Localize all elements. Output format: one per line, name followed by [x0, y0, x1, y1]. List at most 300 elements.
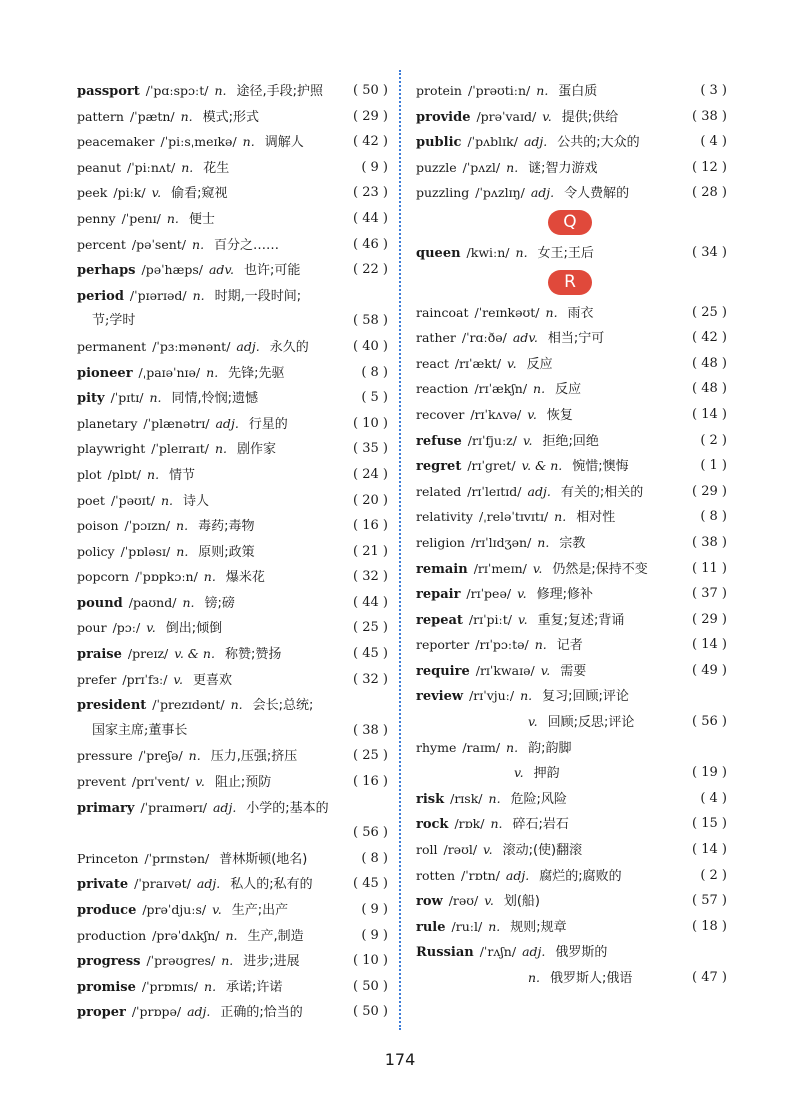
- definition: 花生: [203, 160, 230, 176]
- dictionary-entry: [416, 632, 727, 658]
- part-of-speech: n.: [225, 927, 238, 943]
- dictionary-entry: [77, 948, 388, 974]
- part-of-speech: n.: [545, 304, 558, 320]
- phonetic: /preɪz/: [127, 646, 169, 662]
- part-of-speech: n.: [182, 594, 195, 610]
- dictionary-entry: [416, 376, 727, 402]
- dictionary-entry: [416, 104, 727, 130]
- entry-line: [416, 104, 727, 131]
- page-reference: ( 50 ): [353, 1004, 388, 1020]
- definition: 碎石;岩石: [512, 817, 569, 833]
- definition: 生产,制造: [247, 928, 304, 944]
- part-of-speech: n.: [214, 441, 227, 457]
- definition: 蛋白质: [558, 84, 598, 99]
- definition: 生产;出产: [231, 903, 289, 918]
- right-column: [416, 78, 727, 991]
- definition: 承诺;许诺: [226, 979, 283, 995]
- definition: 阻止;预防: [214, 775, 272, 791]
- headword: react: [416, 355, 449, 371]
- entry-line: [77, 667, 388, 694]
- page-reference: ( 2 ): [700, 432, 727, 448]
- definition: 镑;磅: [204, 595, 235, 611]
- entry-line: [77, 948, 388, 975]
- entry-line: [416, 180, 727, 207]
- dictionary-entry: [416, 180, 727, 206]
- phonetic: /ˈpɪərɪəd/: [129, 287, 187, 303]
- phonetic: /rɪˈvjuː/: [469, 688, 515, 704]
- headword: pour: [77, 620, 107, 636]
- definition: 回顾;反思;评论: [547, 715, 635, 731]
- entry-line: [77, 795, 388, 822]
- dictionary-entry: [77, 283, 388, 334]
- definition: 复习;回顾;评论: [542, 689, 629, 705]
- part-of-speech: n.: [204, 978, 217, 994]
- part-of-speech: v.: [484, 893, 494, 909]
- definition: 剧作家: [237, 442, 277, 458]
- phonetic: /pɔː/: [112, 620, 141, 636]
- dictionary-entry: [416, 683, 727, 734]
- dictionary-entry: [77, 488, 388, 514]
- headword: provide: [416, 109, 471, 125]
- part-of-speech: adj.: [215, 415, 239, 431]
- entries-p-group: [416, 78, 727, 206]
- definition: 进步;进展: [243, 954, 300, 970]
- phonetic: /prɪˈfɜː/: [122, 671, 168, 687]
- headword: rock: [416, 817, 449, 833]
- page-reference: ( 28 ): [692, 185, 727, 201]
- dictionary-entry: [416, 837, 727, 863]
- page-reference: ( 16 ): [353, 518, 388, 534]
- part-of-speech: n.: [149, 390, 162, 406]
- phonetic: /piːk/: [113, 185, 146, 201]
- headword: passport: [77, 84, 140, 99]
- entries-q-group: [416, 240, 727, 266]
- definition: 更喜欢: [192, 672, 232, 688]
- dictionary-entry: [77, 795, 388, 846]
- letter-q-badge: Q: [548, 210, 592, 235]
- definition: 韵;韵脚: [528, 740, 572, 756]
- part-of-speech: n.: [490, 816, 503, 832]
- dictionary-entry: [77, 257, 388, 283]
- column-divider: [399, 70, 401, 1030]
- entry-line: [416, 155, 727, 182]
- phonetic: /rɪsk/: [450, 790, 483, 806]
- part-of-speech: n.: [230, 697, 243, 713]
- definition: 反应: [555, 382, 582, 398]
- dictionary-entry: [77, 615, 388, 641]
- entry-line: [416, 581, 727, 608]
- entry-line: [416, 556, 727, 583]
- phonetic: /ˈprɪnstən/: [144, 850, 210, 866]
- phonetic: /ˈpɒpkɔːn/: [135, 569, 198, 585]
- phonetic: /ˈprezɪdənt/: [152, 697, 225, 713]
- phonetic: /rəʊl/: [443, 842, 478, 858]
- page-reference: ( 44 ): [353, 594, 388, 610]
- definition: 时期,一段时间;: [214, 288, 302, 304]
- headword: reporter: [416, 637, 470, 653]
- part-of-speech: adj.: [523, 134, 548, 150]
- definition: 称赞;赞扬: [224, 647, 282, 663]
- headword: rather: [416, 330, 456, 346]
- definition: 谜;智力游戏: [528, 160, 598, 176]
- definition: 令人费解的: [564, 186, 630, 202]
- dictionary-entry: [416, 428, 727, 454]
- dictionary-entry: [416, 402, 727, 428]
- dictionary-entry: [77, 974, 388, 1000]
- entry-line: [416, 402, 727, 429]
- entry-line: [77, 513, 388, 540]
- dictionary-entry: [77, 897, 388, 923]
- definition: 先锋;先驱: [228, 365, 285, 381]
- dictionary-entry: [416, 351, 727, 377]
- page-reference: ( 44 ): [353, 210, 388, 226]
- page-reference: ( 38 ): [692, 108, 727, 124]
- entry-line: [77, 155, 388, 182]
- headword: private: [77, 877, 129, 893]
- page-reference: ( 20 ): [353, 492, 388, 508]
- headword: poison: [77, 518, 119, 534]
- part-of-speech: n.: [506, 159, 519, 175]
- page-reference: ( 10 ): [353, 415, 388, 431]
- headword: praise: [77, 647, 122, 663]
- definition: 腐烂的;腐败的: [539, 868, 622, 884]
- phonetic: /ˈpɜːmənənt/: [152, 338, 231, 354]
- part-of-speech: n.: [181, 159, 194, 175]
- dictionary-entry: [416, 479, 727, 505]
- entry-line: [77, 129, 388, 156]
- entry-line: [416, 658, 727, 685]
- dictionary-entry: [77, 180, 388, 206]
- headword: require: [416, 663, 470, 679]
- headword: promise: [77, 979, 136, 995]
- part-of-speech: adv.: [512, 330, 538, 346]
- dictionary-entry: [77, 641, 388, 667]
- dictionary-entry: [77, 846, 388, 872]
- entry-line: [77, 78, 388, 105]
- part-of-speech: n.: [147, 466, 160, 482]
- headword: Princeton: [77, 850, 139, 866]
- entry-line: [416, 683, 727, 710]
- page-reference: ( 9 ): [361, 159, 388, 175]
- phonetic: /ˈpreʃə/: [138, 748, 183, 764]
- dictionary-entry: [416, 581, 727, 607]
- page-reference: ( 4 ): [700, 134, 727, 150]
- part-of-speech: adj.: [196, 876, 221, 892]
- headword: Russian: [416, 945, 474, 961]
- entry-line: [416, 428, 727, 455]
- definition: 压力,压强;挤压: [210, 749, 298, 765]
- entry-line: [416, 607, 727, 634]
- entry-line: [416, 78, 727, 105]
- dictionary-entry: [416, 453, 727, 479]
- definition: 拒绝;回绝: [542, 433, 599, 449]
- part-of-speech: v. & n.: [174, 646, 215, 662]
- page-reference: ( 8 ): [361, 364, 388, 380]
- page-reference: ( 32 ): [353, 569, 388, 585]
- phonetic: /ˈpraɪmərɪ/: [140, 799, 207, 815]
- part-of-speech: n.: [520, 688, 533, 704]
- part-of-speech: n.: [536, 83, 549, 98]
- dictionary-entry: [77, 539, 388, 565]
- part-of-speech: v.: [528, 714, 538, 730]
- phonetic: /rəʊ/: [448, 893, 479, 909]
- headword: protein: [416, 83, 462, 98]
- phonetic: /ˈpəʊɪt/: [110, 492, 155, 508]
- part-of-speech: n.: [242, 134, 255, 150]
- dictionary-entry: [77, 999, 388, 1025]
- part-of-speech: v.: [527, 406, 537, 422]
- phonetic: /ˈpɪtɪ/: [110, 390, 144, 406]
- entry-line: [77, 462, 388, 489]
- part-of-speech: v.: [483, 842, 493, 858]
- definition: 毒药;毒物: [198, 519, 255, 535]
- dictionary-entry: [77, 462, 388, 488]
- definition: 记者: [556, 638, 583, 654]
- phonetic: /prɪˈvent/: [131, 774, 190, 790]
- page-reference: ( 50 ): [353, 978, 388, 994]
- part-of-speech: v.: [518, 611, 528, 627]
- part-of-speech: adj.: [505, 867, 530, 883]
- headword: plot: [77, 466, 102, 482]
- dictionary-entry: [416, 786, 727, 812]
- phonetic: /rɪˈleɪtɪd/: [467, 483, 522, 499]
- part-of-speech: n.: [488, 790, 501, 806]
- phonetic: /ˈpenɪ/: [121, 210, 161, 226]
- definition: 重复;复述;背诵: [537, 612, 625, 628]
- entry-line: [416, 863, 727, 890]
- page-reference: ( 5 ): [361, 390, 388, 406]
- part-of-speech: v.: [173, 671, 183, 687]
- page-number: 174: [384, 1050, 416, 1069]
- phonetic: /rɒk/: [454, 816, 485, 832]
- definition: 行星的: [248, 416, 288, 432]
- entry-line: [416, 811, 727, 838]
- part-of-speech: adj.: [527, 483, 551, 499]
- dictionary-entry: [416, 325, 727, 351]
- entry-line: [77, 257, 388, 284]
- dictionary-entry: [416, 556, 727, 582]
- part-of-speech: adj.: [187, 1004, 211, 1020]
- dictionary-entry: [77, 104, 388, 130]
- part-of-speech: n.: [488, 918, 501, 934]
- definition: 宗教: [559, 535, 586, 551]
- headword: peek: [77, 185, 108, 201]
- definition: 便士: [188, 211, 215, 227]
- dictionary-entry: [77, 769, 388, 795]
- page-reference: ( 29 ): [692, 483, 727, 499]
- part-of-speech: n.: [528, 970, 541, 985]
- part-of-speech: v.: [507, 355, 517, 371]
- page-reference: ( 2 ): [700, 867, 727, 883]
- headword: planetary: [77, 415, 138, 431]
- definition: 相对性: [576, 510, 616, 526]
- page-reference: ( 25 ): [692, 304, 727, 320]
- definition: 会长;总统;: [252, 698, 314, 714]
- entry-line: [77, 232, 388, 259]
- page-reference: ( 56 ): [692, 714, 727, 730]
- part-of-speech: v.: [514, 765, 524, 781]
- dictionary-entry: [416, 939, 727, 990]
- phonetic: /kwiːn/: [466, 244, 510, 260]
- headword: reaction: [416, 381, 469, 397]
- part-of-speech: v.: [522, 432, 533, 448]
- page-reference: ( 48 ): [692, 355, 727, 371]
- definition: 规则;规章: [510, 919, 567, 935]
- dictionary-entry: [77, 513, 388, 539]
- dictionary-entry: [416, 888, 727, 914]
- phonetic: /rɪˈkʌvə/: [470, 406, 522, 422]
- definition-continued: 节;学时: [92, 313, 136, 329]
- headword: regret: [416, 459, 462, 475]
- page-reference: ( 42 ): [353, 134, 388, 150]
- dictionary-entry: [416, 530, 727, 556]
- part-of-speech: n.: [534, 637, 547, 653]
- entry-line: [416, 735, 727, 762]
- phonetic: /ˈpɒləsɪ/: [120, 543, 171, 559]
- entry-line: [77, 180, 388, 207]
- page-reference: ( 12 ): [692, 159, 727, 175]
- definition: 也许;可能: [244, 263, 301, 279]
- page-reference: ( 25 ): [353, 620, 388, 636]
- dictionary-entry: [77, 78, 388, 104]
- entries-r-group: [416, 300, 727, 991]
- headword: primary: [77, 800, 135, 816]
- definition: 提供;供给: [561, 109, 619, 125]
- entry-line: [77, 641, 388, 668]
- phonetic: /pəˈhæps/: [141, 262, 203, 278]
- definition: 押韵: [533, 766, 560, 782]
- definition: 仍然是;保持不变: [552, 561, 648, 577]
- phonetic: /ˈprɒmɪs/: [141, 978, 199, 994]
- dictionary-entry: [77, 155, 388, 181]
- definition-continued: 国家主席;董事长: [92, 722, 188, 738]
- page-reference: ( 46 ): [353, 236, 388, 252]
- entry-line: [416, 504, 727, 531]
- headword: rhyme: [416, 739, 457, 755]
- entry-line: [416, 632, 727, 659]
- page-reference: ( 16 ): [353, 774, 388, 790]
- page-reference: ( 32 ): [353, 671, 388, 687]
- page-reference: ( 1 ): [700, 458, 727, 474]
- page-reference: ( 58 ): [353, 313, 388, 329]
- phonetic: /rɪˈpeə/: [466, 586, 512, 602]
- phonetic: /rɪˈpɔːtə/: [475, 637, 529, 653]
- phonetic: /prəˈdʌkʃn/: [152, 927, 220, 943]
- dictionary-entry: [77, 871, 388, 897]
- page-reference: ( 11 ): [692, 560, 727, 576]
- entry-line: [77, 334, 388, 361]
- phonetic: /rɪˈfjuːz/: [467, 432, 517, 448]
- headword: proper: [77, 1005, 126, 1021]
- phonetic: /ˈpʌblɪk/: [467, 134, 518, 150]
- dictionary-entry: [77, 590, 388, 616]
- page-reference: ( 21 ): [353, 543, 388, 559]
- part-of-speech: v.: [542, 108, 552, 124]
- dictionary-entry: [77, 411, 388, 437]
- page-reference: ( 19 ): [692, 765, 727, 781]
- entry-line: [416, 530, 727, 557]
- page-reference: ( 42 ): [692, 330, 727, 346]
- entry-line: [77, 974, 388, 1001]
- headword: recover: [416, 406, 465, 422]
- entry-line: [416, 325, 727, 352]
- dictionary-entry: [77, 206, 388, 232]
- letter-q-section: [416, 206, 727, 240]
- entry-line: [77, 436, 388, 463]
- definition: 永久的: [269, 339, 309, 355]
- phonetic: /rɪˈgret/: [467, 458, 516, 474]
- entry-line: [77, 411, 388, 438]
- page-reference: ( 50 ): [353, 83, 388, 98]
- page-reference: ( 38 ): [353, 722, 388, 738]
- entry-line: [77, 104, 388, 131]
- definition: 小学的;基本的: [246, 800, 329, 816]
- part-of-speech: n.: [203, 569, 216, 585]
- phonetic: /pəˈsent/: [131, 236, 187, 252]
- phonetic: /rɪˈlɪdʒən/: [470, 534, 532, 550]
- definition: 公共的;大众的: [557, 135, 640, 151]
- dictionary-entry: [77, 743, 388, 769]
- headword: rotten: [416, 867, 455, 883]
- part-of-speech: n.: [160, 492, 174, 508]
- entry-line: [416, 786, 727, 813]
- dictionary-entry: [77, 360, 388, 386]
- headword: rule: [416, 919, 446, 935]
- page-reference: ( 18 ): [692, 918, 727, 934]
- page-reference: ( 47 ): [692, 970, 727, 985]
- part-of-speech: adv.: [208, 262, 234, 278]
- definition: 倒出;倾倒: [165, 621, 223, 637]
- part-of-speech: adj.: [236, 338, 260, 354]
- page-reference: ( 4 ): [700, 790, 727, 806]
- phonetic: /rɪˈækt/: [454, 355, 502, 371]
- phonetic: /rɪˈpiːt/: [468, 611, 512, 627]
- page-reference: ( 10 ): [353, 953, 388, 969]
- headword: percent: [77, 236, 126, 252]
- part-of-speech: v. & n.: [521, 458, 563, 474]
- definition: 私人的;私有的: [230, 877, 313, 893]
- page-reference: ( 34 ): [692, 244, 727, 260]
- entry-line: [77, 206, 388, 233]
- page-reference: ( 56 ): [353, 825, 388, 841]
- phonetic: /ˈpɑːspɔːt/: [145, 83, 209, 98]
- phonetic: /ˈpʌzlɪŋ/: [475, 185, 525, 201]
- part-of-speech: n.: [180, 108, 193, 124]
- part-of-speech: n.: [192, 236, 205, 252]
- dictionary-entry: [77, 667, 388, 693]
- entry-line: [416, 240, 727, 267]
- definition: 有关的;相关的: [560, 484, 644, 500]
- phonetic: /ˌreləˈtɪvɪtɪ/: [479, 509, 549, 525]
- page-reference: ( 14 ): [692, 842, 727, 858]
- phonetic: /ˈplænətrɪ/: [143, 415, 210, 431]
- page-reference: ( 9 ): [361, 927, 388, 943]
- dictionary-entry: [77, 232, 388, 258]
- dictionary-entry: [416, 78, 727, 104]
- part-of-speech: v.: [151, 185, 162, 201]
- entry-line: [416, 453, 727, 480]
- part-of-speech: n.: [515, 244, 528, 260]
- page-reference: ( 29 ): [692, 611, 727, 627]
- dictionary-entry: [416, 607, 727, 633]
- headword: repair: [416, 587, 461, 603]
- dictionary-entry: [416, 658, 727, 684]
- phonetic: /prəˈvaɪd/: [476, 108, 537, 124]
- headword: period: [77, 288, 124, 304]
- headword: perhaps: [77, 263, 136, 279]
- page-reference: ( 22 ): [353, 262, 388, 278]
- headword: permanent: [77, 338, 147, 354]
